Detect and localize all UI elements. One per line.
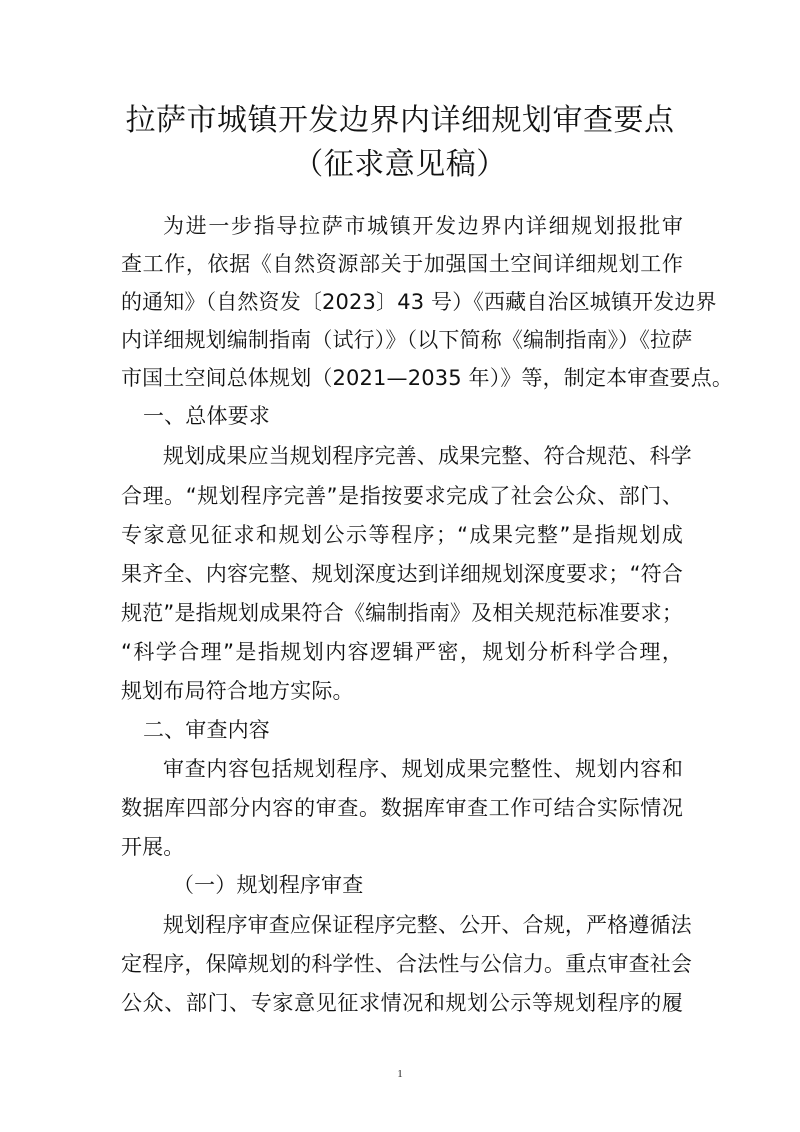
section2-paragraph-line: 审查内容包括规划程序、规划成果完整性、规划内容和: [163, 757, 683, 781]
subsection-heading-procedure-review: （一）规划程序审查: [173, 873, 364, 897]
section1-paragraph-line: “科学合理”是指规划内容逻辑严密，规划分析科学合理，: [121, 640, 683, 664]
section-heading-overall-requirements: 一、总体要求: [143, 404, 270, 428]
intro-paragraph-line: 的通知》（自然资发〔2023〕43 号）《西藏自治区城镇开发边界: [121, 290, 717, 314]
subsection1-paragraph-line: 公众、部门、专家意见征求情况和规划公示等规划程序的履: [121, 991, 683, 1015]
document-title: 拉萨市城镇开发边界内详细规划审查要点: [125, 103, 675, 138]
section1-paragraph-line: 果齐全、内容完整、规划深度达到详细规划深度要求；“符合: [121, 562, 683, 586]
section2-paragraph-line: 开展。: [121, 835, 185, 859]
section1-paragraph-line: 规划成果应当规划程序完善、成果完整、符合规范、科学: [163, 444, 692, 468]
section2-paragraph-line: 数据库四部分内容的审查。数据库审查工作可结合实际情况: [121, 796, 683, 820]
section-heading-review-content: 二、审查内容: [143, 718, 270, 742]
page-number: 1: [397, 1068, 403, 1080]
intro-paragraph-line: 内详细规划编制指南（试行）》（以下简称《编制指南》）《拉萨: [121, 328, 693, 352]
document-subtitle: （征求意见稿）: [293, 147, 507, 182]
section1-paragraph-line: 专家意见征求和规划公示等程序；“成果完整”是指规划成: [121, 523, 683, 547]
intro-paragraph-line: 为进一步指导拉萨市城镇开发边界内详细规划报批审: [163, 214, 683, 238]
section1-paragraph-line: 规划布局符合地方实际。: [121, 679, 354, 703]
section1-paragraph-line: 合理。“规划程序完善”是指按要求完成了社会公众、部门、: [121, 484, 683, 508]
intro-paragraph-line: 查工作，依据《自然资源部关于加强国土空间详细规划工作: [121, 252, 683, 276]
subsection1-paragraph-line: 规划程序审查应保证程序完整、公开、合规，严格遵循法: [163, 913, 692, 937]
section1-paragraph-line: 规范”是指规划成果符合《编制指南》及相关规范标准要求；: [121, 601, 683, 625]
intro-paragraph-line: 市国土空间总体规划（2021—2035 年）》等，制定本审查要点。: [121, 366, 734, 390]
subsection1-paragraph-line: 定程序，保障规划的科学性、合法性与公信力。重点审查社会: [121, 952, 693, 976]
